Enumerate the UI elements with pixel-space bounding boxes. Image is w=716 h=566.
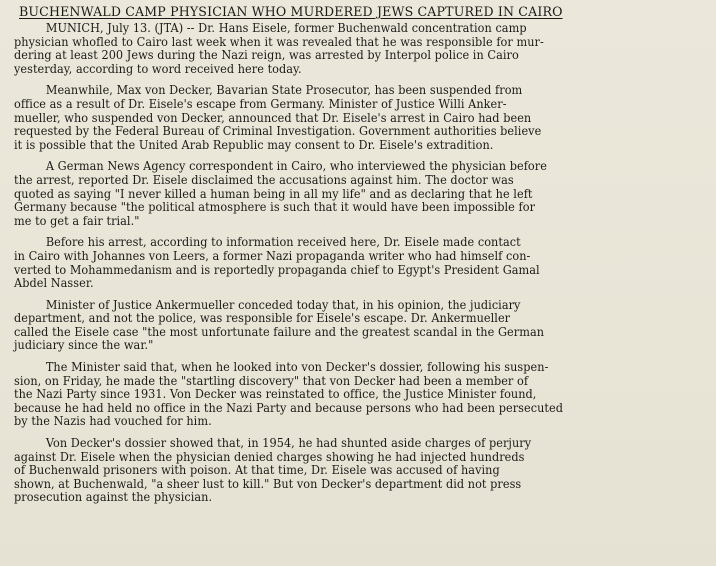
paragraph bbox=[14, 236, 706, 290]
text-line: Before his arrest, according to information received here, Dr. Eisele made contact bbox=[45, 235, 521, 250]
text-line: against Dr. Eisele when the physician denied charges showing he had injected hundreds bbox=[14, 449, 525, 464]
article-body bbox=[14, 22, 706, 505]
text-line: dering at least 200 Jews during the Nazi reign, was arrested by Interpol police in Cairo bbox=[14, 48, 519, 63]
text-line: Von Decker's dossier showed that, in 1954, he had shunted aside charges of perjury bbox=[45, 436, 532, 451]
paragraph bbox=[14, 160, 706, 228]
text-line: MUNICH, July 13. (JTA) -- Dr. Hans Eisele, former Buchenwald concentration camp bbox=[45, 21, 527, 35]
text-line: sion, on Friday, he made the "startling discovery" that von Decker had been a member of bbox=[14, 373, 529, 388]
text-line: the arrest, reported Dr. Eisele disclaimed the accusations against him. The doctor was bbox=[14, 172, 514, 187]
text-line: A German News Agency correspondent in Cairo, who interviewed the physician before bbox=[45, 159, 547, 174]
text-line: yesterday, according to word received here today. bbox=[14, 61, 302, 76]
text-line: by the Nazis had vouched for him. bbox=[14, 414, 212, 429]
text-line: judiciary since the war." bbox=[14, 338, 154, 353]
text-line: because he had held no office in the Nazi Party and because persons who had been persecuted bbox=[14, 400, 563, 415]
text-line: office as a result of Dr. Eisele's escape from Germany. Minister of Justice Willi Anker- bbox=[14, 96, 507, 111]
paragraph bbox=[14, 437, 706, 505]
text-line: of Buchenwald prisoners with poison. At that time, Dr. Eisele was accused of having bbox=[14, 463, 500, 478]
text-line: quoted as saying "I never killed a human being in all my life" and as declaring that he left bbox=[14, 186, 533, 201]
text-line: in Cairo with Johannes von Leers, a former Nazi propaganda writer who had himself con- bbox=[14, 248, 531, 263]
text-line: shown, at Buchenwald, "a sheer lust to kill." But von Decker's department did not press bbox=[14, 476, 522, 491]
paragraph bbox=[14, 299, 706, 353]
paragraph bbox=[14, 361, 706, 429]
text-line: physician whofled to Cairo last week when it was revealed that he was responsible for mur- bbox=[14, 34, 544, 49]
paragraph bbox=[14, 84, 706, 152]
text-line: Minister of Justice Ankermueller conceded today that, in his opinion, the judiciary bbox=[45, 297, 521, 312]
text-line: me to get a fair trial." bbox=[14, 213, 140, 228]
text-line: Meanwhile, Max von Decker, Bavarian State Prosecutor, has been suspended from bbox=[45, 83, 523, 98]
text-line: department, and not the police, was responsible for Eisele's escape. Dr. Ankermueller bbox=[14, 311, 511, 326]
text-line: the Nazi Party since 1931. Von Decker was reinstated to office, the Justice Minister found, bbox=[14, 387, 537, 402]
headline: BUCHENWALD CAMP PHYSICIAN WHO MURDERED JEWS CAPTURED IN CAIRO bbox=[19, 4, 563, 19]
text-line: called the Eisele case "the most unfortunate failure and the greatest scandal in the German bbox=[14, 324, 545, 339]
text-line: The Minister said that, when he looked into von Decker's dossier, following his suspen- bbox=[45, 360, 549, 375]
text-line: mueller, who suspended von Decker, announced that Dr. Eisele's arrest in Cairo had been bbox=[14, 110, 532, 125]
text-line: Abdel Nasser. bbox=[14, 276, 94, 291]
paragraph bbox=[14, 22, 706, 76]
text-line: prosecution against the physician. bbox=[14, 490, 213, 505]
text-line: it is possible that the United Arab Republic may consent to Dr. Eisele's extradition. bbox=[14, 137, 494, 152]
text-line: requested by the Federal Bureau of Criminal Investigation. Government authorities believe bbox=[14, 124, 542, 139]
text-line: Germany because "the political atmosphere is such that it would have been impossible for bbox=[14, 200, 536, 215]
text-line: verted to Mohammedanism and is reportedly propaganda chief to Egypt's President Gamal bbox=[14, 262, 540, 277]
